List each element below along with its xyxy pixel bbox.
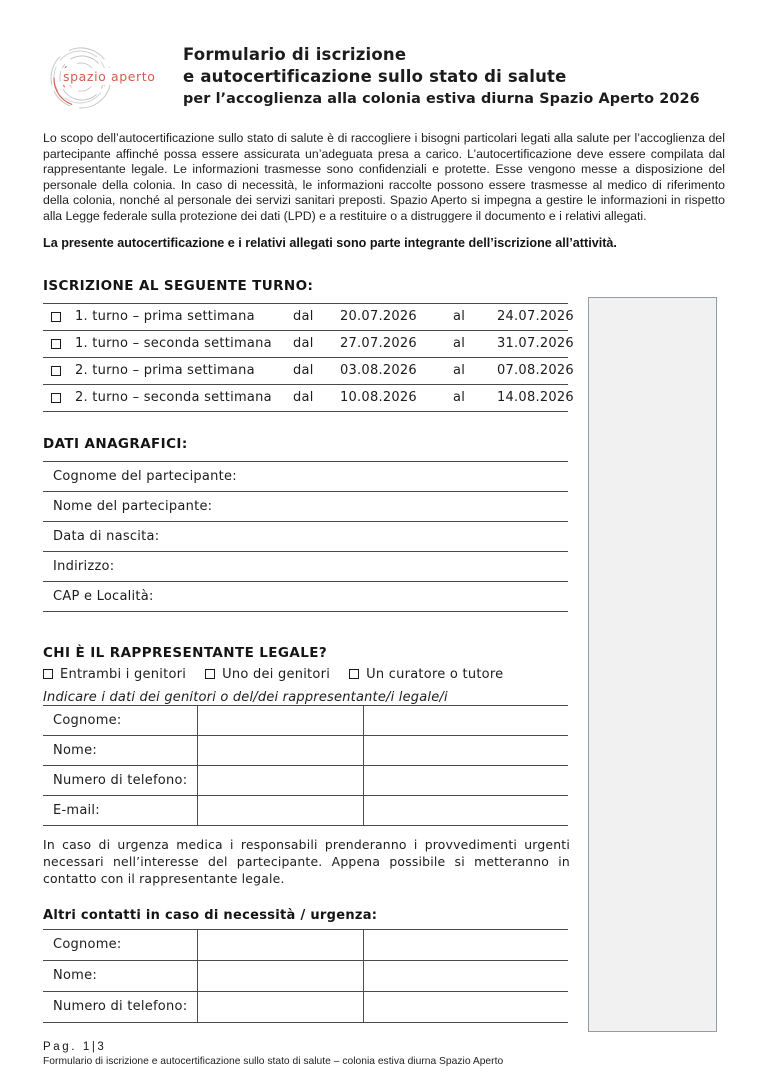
table-row <box>43 796 568 826</box>
option-curatore-tutore <box>349 667 503 682</box>
field-label: Numero di telefono: <box>53 772 188 788</box>
dal-label: dal <box>293 336 314 352</box>
page-footer <box>43 1041 503 1067</box>
option-label: Entrambi i genitori <box>60 666 187 682</box>
turno-label: 2. turno – prima settimana <box>75 363 255 379</box>
checkbox-icon[interactable] <box>51 366 61 376</box>
field-label: Cognome: <box>53 712 122 728</box>
input-cell[interactable] <box>197 706 363 735</box>
section-heading-altri-contatti: Altri contatti in caso di necessità / urgenza: <box>43 907 378 923</box>
field-label: CAP e Località: <box>53 588 154 604</box>
input-area[interactable] <box>154 582 568 611</box>
input-area[interactable] <box>237 462 568 491</box>
field-label: Numero di telefono: <box>53 999 188 1015</box>
input-cell[interactable] <box>363 961 568 991</box>
field-label: Cognome del partecipante: <box>53 468 237 484</box>
field-row-cognome-partecipante <box>43 462 568 492</box>
date-to: 31.07.2026 <box>497 336 574 352</box>
document-title-block <box>183 44 743 109</box>
turno-label: 1. turno – seconda settimana <box>75 336 272 352</box>
input-area[interactable] <box>212 492 568 521</box>
title-line-2: e autocertificazione sullo stato di salute <box>183 66 567 86</box>
table-row <box>43 992 568 1023</box>
table-row <box>43 930 568 961</box>
turno-label: 2. turno – seconda settimana <box>75 390 272 406</box>
field-label: Nome del partecipante: <box>53 498 213 514</box>
footer-document-label: Formulario di iscrizione e autocertificazione sullo stato di salute – colonia estiva diurna Spazio Aperto <box>43 1056 504 1067</box>
title-line-1: Formulario di iscrizione <box>183 45 407 64</box>
date-from: 27.07.2026 <box>340 336 417 352</box>
section-heading-rappresentante: CHI È IL RAPPRESENTANTE LEGALE? <box>43 644 328 661</box>
integral-part-statement: La presente autocertificazione e i relativi allegati sono parte integrante dell’iscrizione all’attività. <box>43 235 617 250</box>
checkbox-icon[interactable] <box>205 669 215 679</box>
date-from: 03.08.2026 <box>340 363 417 379</box>
dal-label: dal <box>293 390 314 406</box>
spazio-aperto-logo-icon <box>45 42 175 114</box>
input-area[interactable] <box>159 522 568 551</box>
field-label: Data di nascita: <box>53 528 160 544</box>
section-heading-turno: ISCRIZIONE AL SEGUENTE TURNO: <box>43 277 314 294</box>
input-cell[interactable] <box>197 961 363 991</box>
input-cell[interactable] <box>197 930 363 960</box>
title-line-3: per l’accoglienza alla colonia estiva diurna Spazio Aperto 2026 <box>183 91 700 107</box>
turno-label: 1. turno – prima settimana <box>75 309 255 325</box>
turno-table <box>43 303 574 412</box>
input-cell[interactable] <box>363 930 568 960</box>
table-row <box>43 706 568 736</box>
input-cell[interactable] <box>197 992 363 1022</box>
table-row <box>43 736 568 766</box>
field-label: Indirizzo: <box>53 558 115 574</box>
al-label: al <box>453 309 466 325</box>
field-label: E-mail: <box>53 802 100 818</box>
main-content <box>43 131 725 1023</box>
field-row-indirizzo <box>43 552 568 582</box>
al-label: al <box>453 336 466 352</box>
turno-row <box>43 304 574 331</box>
page-number: Pag. 1|3 <box>43 1041 107 1053</box>
legal-guardian-options <box>43 667 725 682</box>
option-entrambi-genitori <box>43 667 186 682</box>
al-label: al <box>453 363 466 379</box>
date-to: 07.08.2026 <box>497 363 574 379</box>
date-from: 20.07.2026 <box>340 309 417 325</box>
turno-row <box>43 385 574 412</box>
input-cell[interactable] <box>363 766 568 795</box>
table-row <box>43 766 568 796</box>
medical-urgency-paragraph: In caso di urgenza medica i responsabili prenderanno i provvedimenti urgenti necessari nell’interesse del partecipante. Appena possibile si metteranno in contatto con il rappresentante legale. <box>43 836 570 886</box>
checkbox-icon[interactable] <box>43 669 53 679</box>
input-area[interactable] <box>114 552 568 581</box>
option-uno-dei-genitori <box>205 667 330 682</box>
input-cell[interactable] <box>197 736 363 765</box>
checkbox-icon[interactable] <box>349 669 359 679</box>
input-cell[interactable] <box>363 992 568 1022</box>
dati-anagrafici-table <box>43 461 568 612</box>
option-label: Un curatore o tutore <box>366 666 504 682</box>
input-cell[interactable] <box>197 766 363 795</box>
turno-row <box>43 358 574 385</box>
table-row <box>43 961 568 992</box>
checkbox-icon[interactable] <box>51 312 61 322</box>
input-cell[interactable] <box>363 796 568 825</box>
option-label: Uno dei genitori <box>222 666 331 682</box>
guardian-data-table <box>43 705 568 826</box>
date-to: 24.07.2026 <box>497 309 574 325</box>
al-label: al <box>453 390 466 406</box>
field-row-cap-localita <box>43 582 568 612</box>
input-cell[interactable] <box>197 796 363 825</box>
guardian-data-instruction: Indicare i dati dei genitori o del/dei rappresentante/i legale/i <box>43 689 448 705</box>
field-label: Nome: <box>53 742 97 758</box>
dal-label: dal <box>293 363 314 379</box>
date-from: 10.08.2026 <box>340 390 417 406</box>
intro-paragraph: Lo scopo dell’autocertificazione sullo stato di salute è di raccogliere i bisogni particolari legati alla salute per l’accoglienza del partecipante affinché possa essere assicurata un’adeguata presa a carico. L’autocertificazione deve essere compilata dal rappresentante legale. Le informazioni trasmesse sono confidenziali e protette. Esse vengono messe a disposizione del personale della colonia. In caso di necessità, le informazioni raccolte possono essere trasmesse al medico di riferimento della colonia, nonché al personale dei servizi sanitari preposti. Spazio Aperto si impegna a gestire le informazioni in rispetto alla Legge federale sulla protezione dei dati (LPD) e a restituire o a distruggere il documento e i relativi allegati. <box>43 131 725 223</box>
field-label: Cognome: <box>53 937 122 953</box>
dal-label: dal <box>293 309 314 325</box>
input-cell[interactable] <box>363 736 568 765</box>
logo-text: spazio aperto <box>63 69 156 84</box>
checkbox-icon[interactable] <box>51 393 61 403</box>
date-to: 14.08.2026 <box>497 390 574 406</box>
field-row-data-nascita <box>43 522 568 552</box>
section-heading-dati: DATI ANAGRAFICI: <box>43 435 188 452</box>
field-label: Nome: <box>53 968 97 984</box>
other-contacts-table <box>43 929 568 1023</box>
input-cell[interactable] <box>363 706 568 735</box>
turno-row <box>43 331 574 358</box>
checkbox-icon[interactable] <box>51 339 61 349</box>
field-row-nome-partecipante <box>43 492 568 522</box>
